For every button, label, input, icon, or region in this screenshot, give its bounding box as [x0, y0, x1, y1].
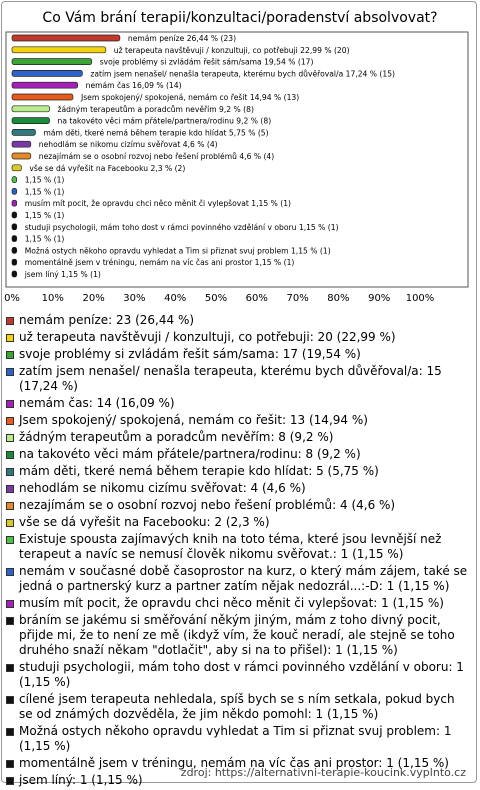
- legend-item: [6, 596, 468, 611]
- legend-text: vše se dá vyřešit na Facebooku: 2 (2,3 %): [19, 515, 270, 529]
- bar-label-8: na takovéto věci mám přátele/partnera/rodinu 9,2 % (8): [57, 116, 272, 126]
- legend-item: [6, 447, 468, 462]
- ticks-group: [4, 293, 434, 304]
- legend-swatch: [6, 519, 14, 527]
- legend-text: musím mít pocit, že opravdu chci něco měnit či vylepšovat: 1 (1,15 %): [19, 596, 444, 610]
- legend-swatch: [6, 536, 14, 544]
- x-tick-label: 40%: [164, 293, 187, 304]
- legend-item: [6, 430, 468, 445]
- legend-swatch: [6, 451, 14, 459]
- bar-label-21: jsem líný 1,15 % (1): [24, 270, 101, 279]
- bar-label-6: Jsem spokojený/ spokojená, nemám co řešit 14,94 % (13): [80, 93, 300, 102]
- bar-label-13: 1,15 % (1): [24, 175, 65, 185]
- bar-9: [12, 129, 35, 135]
- bar-12: [12, 165, 21, 171]
- bar-4: [12, 70, 82, 76]
- legend-swatch: [6, 696, 14, 704]
- bar-17: [12, 224, 17, 230]
- bar-6: [12, 94, 73, 100]
- bar-16: [12, 212, 17, 218]
- bar-label-3: svoje problémy si zvládám řešit sám/sama 19,54 % (17): [99, 57, 314, 67]
- legend-text: bráním se jakému si směřování někým jiným, mám z toho divný pocit, přijde mi, že to není ze mě (ikdyž vím, že kouč neradí, ale stejně se toho druhého snaží někam "dotlačit", aby si na to přišel): 1 (1,15 %): [19, 613, 455, 657]
- legend-item: [6, 396, 468, 411]
- legend-swatch: [6, 728, 14, 736]
- bar-label-12: vše se dá vyřešit na Facebooku 2,3 % (2): [29, 163, 186, 173]
- bar-21: [12, 271, 17, 277]
- legend-item: [6, 481, 468, 496]
- x-tick-label: 30%: [123, 293, 146, 304]
- bar-label-9: mám děti, tkeré nemá během terapie kdo hlídat 5,75 % (5): [43, 128, 269, 138]
- legend-swatch: [6, 664, 14, 672]
- legend-swatch: [6, 502, 14, 510]
- bar-label-5: nemám čas 16,09 % (14): [85, 81, 182, 91]
- x-tick-label: 100%: [405, 293, 435, 304]
- legend-item: [6, 613, 468, 658]
- legend-item: [6, 347, 468, 362]
- legend-item: [6, 692, 468, 722]
- bar-1: [12, 35, 120, 41]
- legend-text: nezajímám se o osobní rozvoj nebo řešení problémů: 4 (4,6 %): [19, 498, 396, 512]
- legend-text: nemám čas: 14 (16,09 %): [19, 396, 175, 410]
- x-tick-label: 70%: [286, 293, 309, 304]
- x-tick-label: 50%: [204, 293, 228, 304]
- bar-label-10: nehodlám se nikomu cizímu svěřovat 4,6 % (4): [38, 140, 218, 150]
- bar-label-14: 1,15 % (1): [24, 187, 65, 197]
- legend-swatch: [6, 434, 14, 442]
- chart-title: Co Vám brání terapii/konzultaci/poradenství absolvovat?: [42, 10, 438, 26]
- bar-label-7: žádným terapeutům a poradcům nevěřím 9,2 % (8): [57, 104, 254, 114]
- bar-18: [12, 236, 17, 242]
- legend-item: [6, 724, 468, 754]
- bar-13: [12, 177, 17, 183]
- legend-swatch: [6, 485, 14, 493]
- bar-label-20: momentálně jsem v tréningu, nemám na víc čas ani prostor 1,15 % (1): [24, 258, 295, 268]
- legend-text: nehodlám se nikomu cizímu svěřovat: 4 (4,6 %): [19, 481, 306, 495]
- bar-2: [12, 47, 106, 53]
- x-tick-label: 20%: [82, 293, 105, 304]
- legend-swatch: [6, 468, 14, 476]
- legend-text: cílené jsem terapeuta nehledala, spíš bych se s ním setkala, pokud bych se od známých dozvěděla, že jim někdo pomohl: 1 (1,15 %): [19, 692, 455, 721]
- legend-text: Možná ostych někoho opravdu vyhledat a Tim si přiznat svuj problem: 1 (1,15 %): [19, 724, 452, 753]
- legend-text: už terapeuta navštěvuji / konzultuji, co potřebuji: 20 (22,99 %): [19, 330, 396, 344]
- bar-label-4: zatím jsem nenašel/ nenašla terapeuta, kterému bych důvěřoval/a 17,24 % (15): [90, 69, 396, 79]
- bar-5: [12, 82, 78, 88]
- legend-swatch: [6, 334, 14, 342]
- legend: [6, 313, 468, 790]
- bar-label-15: musím mít pocit, že opravdu chci něco měnit či vylepšovat 1,15 % (1): [24, 199, 292, 209]
- legend-text: na takovéto věci mám přátele/partnera/rodinu: 8 (9,2 %): [19, 447, 361, 461]
- x-tick-label: 0%: [4, 293, 20, 304]
- x-tick-label: 80%: [327, 293, 350, 304]
- legend-swatch: [6, 600, 14, 608]
- legend-swatch: [6, 417, 14, 425]
- legend-swatch: [6, 317, 14, 325]
- legend-item: [6, 660, 468, 690]
- bar-chart: [0, 0, 480, 310]
- legend-text: nemám v současné době časoprostor na kurz, o který mám zájem, také se jedná o partnerský kurz a partner zatím nějak nedozrál...:-D: 1 (1,15 %): [19, 564, 468, 593]
- legend-text: studuji psychologii, mám toho dost v rámci povinného vzdělání v oboru: 1 (1,15 %): [19, 660, 464, 689]
- legend-item: [6, 364, 468, 394]
- legend-swatch: [6, 568, 14, 576]
- bar-label-19: Možná ostych někoho opravdu vyhledat a Tim si přiznat svuj problem 1,15 % (1): [24, 246, 331, 256]
- legend-item: [6, 515, 468, 530]
- bar-3: [12, 59, 92, 65]
- legend-item: [6, 464, 468, 479]
- legend-swatch: [6, 760, 14, 768]
- legend-swatch: [6, 400, 14, 408]
- legend-swatch: [6, 351, 14, 359]
- legend-swatch: [6, 617, 14, 625]
- legend-item: [6, 564, 468, 594]
- legend-text: žádným terapeutům a poradcům nevěřím: 8 (9,2 %): [19, 430, 334, 444]
- x-tick-label: 10%: [41, 293, 64, 304]
- bar-label-16: 1,15 % (1): [24, 211, 65, 220]
- bar-label-1: nemám peníze 26,44 % (23): [127, 34, 237, 43]
- legend-text: Jsem spokojený/ spokojená, nemám co řešit: 13 (14,94 %): [19, 413, 368, 427]
- bar-20: [12, 259, 17, 265]
- legend-text: Existuje spousta zajímavých knih na toto téma, které jsou levnější než terapeut a navíc se nemusí člověk nikomu svěřovat.: 1 (1,15 %): [19, 532, 442, 561]
- bar-14: [12, 188, 17, 194]
- bar-8: [12, 118, 50, 124]
- bar-11: [12, 153, 31, 159]
- legend-text: nemám peníze: 23 (26,44 %): [19, 313, 195, 327]
- legend-item: [6, 313, 468, 328]
- legend-item: [6, 532, 468, 562]
- bar-label-2: už terapeuta navštěvuji / konzultuji, co potřebuji 22,99 % (20): [113, 45, 350, 55]
- bar-15: [12, 200, 17, 206]
- legend-swatch: [6, 777, 14, 785]
- bar-7: [12, 106, 50, 112]
- legend-text: svoje problémy si zvládám řešit sám/sama: 17 (19,54 %): [19, 347, 361, 361]
- bar-label-11: nezajímám se o osobní rozvoj nebo řešení problémů 4,6 % (4): [38, 152, 275, 161]
- legend-text: zatím jsem nenašel/ nenašla terapeuta, kterému bych důvěřoval/a: 15 (17,24 %): [19, 364, 442, 393]
- legend-item: [6, 413, 468, 428]
- legend-swatch: [6, 368, 14, 376]
- legend-text: momentálně jsem v tréningu, nemám na víc čas ani prostor: 1 (1,15 %): [19, 756, 449, 770]
- legend-item: [6, 498, 468, 513]
- bar-10: [12, 141, 31, 147]
- bar-19: [12, 247, 17, 253]
- bar-label-18: 1,15 % (1): [24, 234, 65, 244]
- source-note: zdroj: https://alternativni-terapie-koucink.vyplnto.cz: [180, 766, 466, 779]
- x-tick-label: 60%: [245, 293, 268, 304]
- bar-label-17: studuji psychologii, mám toho dost v rámci povinného vzdělání v oboru 1,15 % (1): [24, 222, 339, 232]
- x-tick-label: 90%: [368, 293, 391, 304]
- legend-item: [6, 330, 468, 345]
- legend-text: jsem líný: 1 (1,15 %): [19, 773, 143, 787]
- legend-text: mám děti, tkeré nemá během terapie kdo hlídat: 5 (5,75 %): [19, 464, 379, 478]
